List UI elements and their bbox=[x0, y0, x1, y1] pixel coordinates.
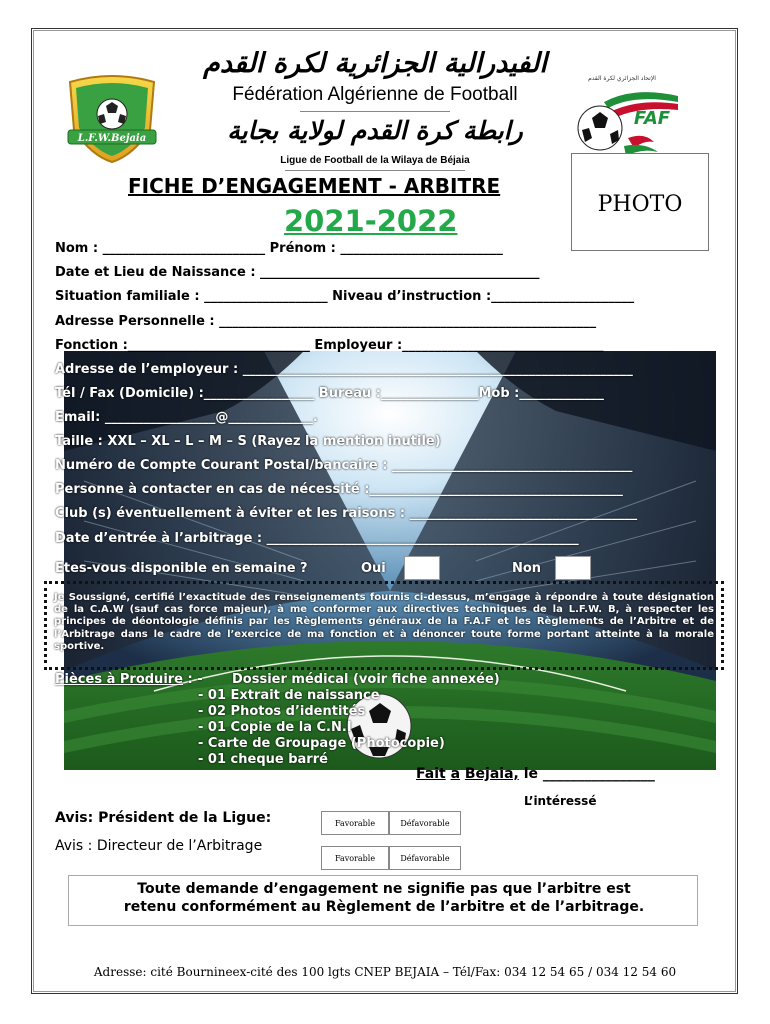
field-nom-prenom[interactable]: Nom : _________________________ Prénom : _________________________ bbox=[55, 241, 503, 256]
divider bbox=[285, 170, 465, 171]
field-club-eviter[interactable]: Club (s) éventuellement à éviter et les raisons : ___________________________________ bbox=[55, 506, 638, 521]
field-adresse[interactable]: Adresse Personnelle : __________________________________________________________ bbox=[55, 314, 597, 329]
piece-item: - 02 Photos d’identités bbox=[198, 704, 366, 719]
president-favorable-option[interactable]: Favorable bbox=[321, 811, 389, 835]
president-defavorable-option[interactable]: Défavorable bbox=[389, 811, 461, 835]
photo-label: PHOTO bbox=[597, 192, 683, 217]
piece-item: Dossier médical (voir fiche annexée) bbox=[232, 672, 500, 687]
piece-item: - 01 Copie de la C.N.I bbox=[198, 720, 352, 735]
notice-line-1: Toute demande d’engagement ne signifie pas que l’arbitre est bbox=[137, 881, 631, 897]
league-name: Ligue de Football de la Wilaya de Béjaia bbox=[280, 155, 470, 166]
field-date-entree[interactable]: Date d’entrée à l’arbitrage : ________________________________________________ bbox=[55, 531, 579, 546]
pieces-title: Pièces à Produire bbox=[55, 672, 184, 687]
field-situation-niveau[interactable]: Situation familiale : ___________________ Niveau d’instruction :______________________ bbox=[55, 289, 635, 304]
form-title: FICHE D’ENGAGEMENT - ARBITRE bbox=[128, 174, 501, 198]
field-personne-contact[interactable]: Personne à contacter en cas de nécessité :_______________________________________ bbox=[55, 482, 623, 497]
pieces-intro: : - bbox=[187, 672, 203, 687]
non-checkbox[interactable] bbox=[555, 556, 591, 580]
svg-text:الإتحاد الجزائري لكرة القدم: الإتحاد الجزائري لكرة القدم bbox=[588, 75, 656, 82]
a-label: a bbox=[450, 766, 461, 782]
faf-logo bbox=[574, 72, 686, 162]
avis-president-label: Avis: Président de la Ligue: bbox=[55, 810, 272, 826]
field-telephone[interactable]: Tél / Fax (Domicile) :_________________ Bureau :_______________Mob :_____________ bbox=[55, 386, 604, 401]
oui-checkbox[interactable] bbox=[404, 556, 440, 580]
french-federation-title: Fédération Algérienne de Football bbox=[232, 84, 518, 105]
arabic-league-title: رابطة كرة القدم لولاية بجاية bbox=[227, 116, 523, 145]
avis-directeur-label: Avis : Directeur de l’Arbitrage bbox=[55, 838, 263, 854]
declaration-text: Je Soussigné, certifié l’exactitude des renseignements fournis ci-dessus, m’engage à répondre à toute désignation de la C.A.W (sauf cas force majeur), à me conformer aux directives techniques de la L.F.W. B, à respecter les principes de déontologie définis par les Règlements généraux de la F.A.F et les Règlements de l’Arbitre et de l’Arbitrage dans le cadre de l’exercice de ma fonction et à dénoncer toute forme portant atteinte à la morale sportive. bbox=[54, 592, 714, 652]
season-year: 2021-2022 bbox=[284, 204, 458, 238]
directeur-favorable-option[interactable]: Favorable bbox=[321, 846, 389, 870]
piece-item: - Carte de Groupage (Photocopie) bbox=[198, 736, 445, 751]
date-blank[interactable]: ________________ bbox=[542, 766, 655, 782]
divider bbox=[300, 111, 450, 112]
directeur-defavorable-option[interactable]: Défavorable bbox=[389, 846, 461, 870]
field-fonction-employeur[interactable]: Fonction :____________________________ Employeur :_______________________________ bbox=[55, 338, 604, 353]
non-label: Non bbox=[512, 561, 542, 576]
question-disponible: Etes-vous disponible en semaine ? bbox=[55, 561, 308, 576]
oui-label: Oui bbox=[361, 561, 386, 576]
field-adresse-employeur[interactable]: Adresse de l’employeur : ____________________________________________________________ bbox=[55, 362, 633, 377]
svg-text:L.F.W.Bejaia: L.F.W.Bejaia bbox=[77, 133, 147, 144]
arabic-federation-title: الفيدرالية الجزائرية لكرة القدم bbox=[203, 48, 547, 79]
field-email[interactable]: Email: _________________@_____________. bbox=[55, 410, 318, 425]
le-label: le bbox=[523, 766, 539, 782]
city-label: Bejaia, bbox=[464, 766, 519, 782]
field-naissance[interactable]: Date et Lieu de Naissance : ___________________________________________ bbox=[55, 265, 540, 280]
footer-address: Adresse: cité Bournineex-cité des 100 lgts CNEP BEJAIA – Tél/Fax: 034 12 54 65 / 034 12 54 60 bbox=[93, 965, 677, 979]
fait-label: Fait bbox=[416, 766, 446, 782]
field-compte-bancaire[interactable]: Numéro de Compte Courant Postal/bancaire : _____________________________________ bbox=[55, 458, 633, 473]
notice-text bbox=[74, 880, 694, 916]
pieces-heading bbox=[55, 672, 203, 687]
piece-item: - 01 Extrait de naissance bbox=[198, 688, 380, 703]
lfw-bejaia-logo bbox=[62, 72, 162, 164]
svg-text:FAF: FAF bbox=[633, 108, 671, 129]
field-taille[interactable]: Taille : XXL – XL – L – M – S (Rayez la mention inutile) bbox=[55, 434, 441, 449]
fait-a-line bbox=[416, 766, 655, 782]
photo-box[interactable] bbox=[571, 153, 709, 251]
interesse-label: L’intéressé bbox=[524, 794, 597, 808]
piece-item: - 01 cheque barré bbox=[198, 752, 328, 767]
notice-line-2: retenu conformément au Règlement de l’arbitre et de l’arbitrage. bbox=[123, 899, 645, 915]
